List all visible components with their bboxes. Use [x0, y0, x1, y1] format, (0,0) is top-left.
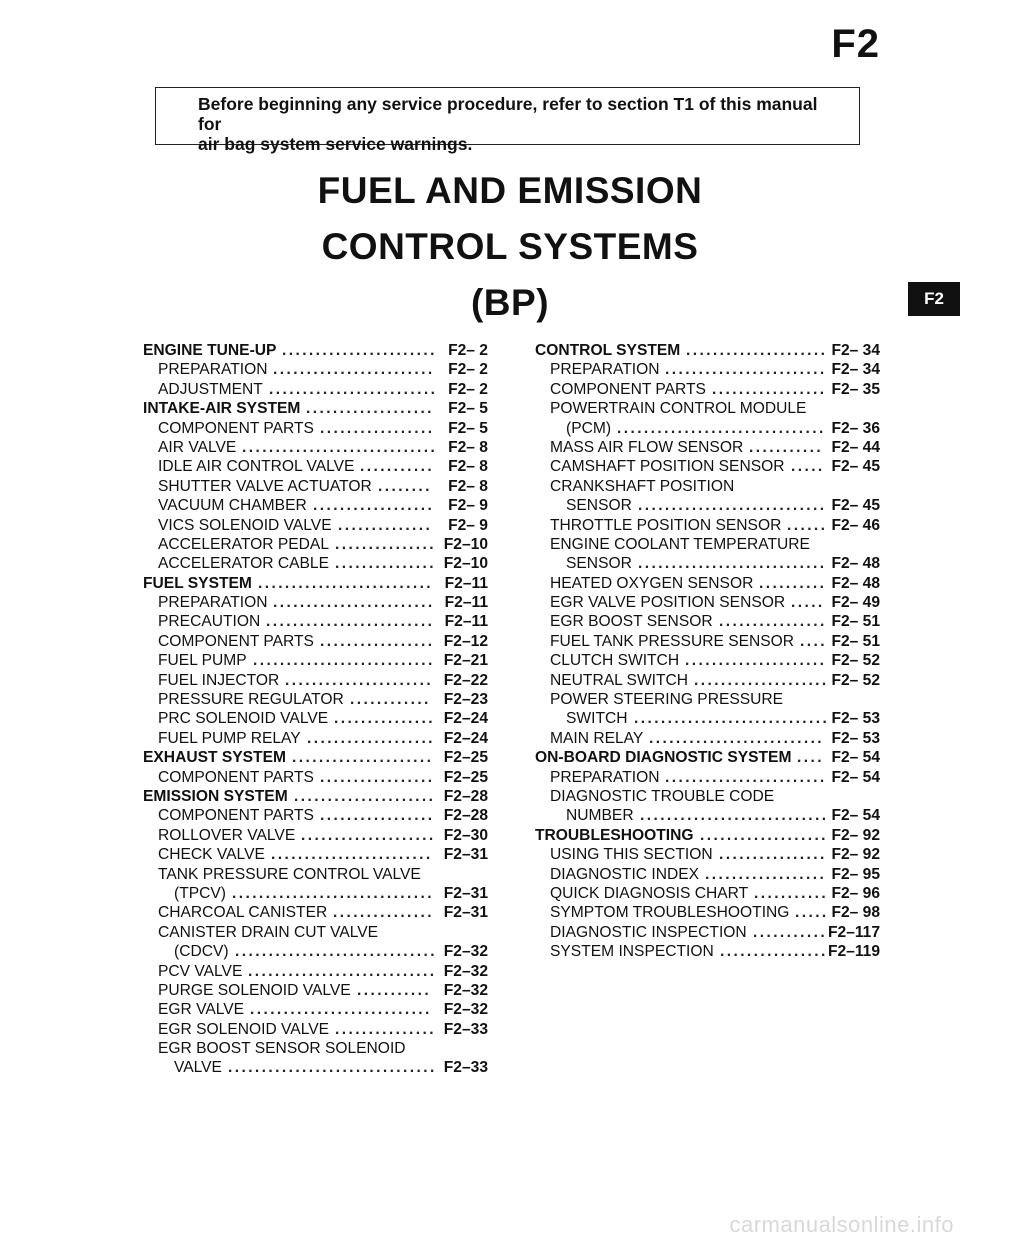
toc-entry[interactable]	[535, 690, 880, 709]
toc-entry-label: ENGINE COOLANT TEMPERATURE	[550, 535, 810, 553]
toc-entry[interactable]	[143, 651, 488, 670]
toc-entry-page: F2– 2	[448, 380, 488, 398]
toc-entry-label: PCV VALVE	[158, 962, 243, 980]
toc-entry-page: F2–11	[444, 613, 488, 631]
toc-leader-dots: ........................	[665, 361, 827, 379]
toc-entry-page: F2– 44	[831, 438, 880, 456]
toc-entry[interactable]	[143, 360, 488, 379]
toc-leader-dots: .................	[712, 380, 827, 398]
toc-entry-page: F2–32	[443, 981, 488, 999]
toc-entry[interactable]	[535, 419, 880, 438]
toc-leader-dots: ............................	[638, 497, 827, 515]
toc-entry-label: COMPONENT PARTS	[158, 632, 314, 650]
toc-entry-label: VALVE	[174, 1059, 222, 1077]
toc-entry[interactable]	[535, 826, 880, 845]
toc-entry[interactable]	[143, 845, 488, 864]
toc-entry-page: F2–21	[443, 652, 488, 670]
toc-entry[interactable]	[143, 612, 488, 631]
toc-entry-page: F2–12	[443, 632, 488, 650]
toc-entry-page: F2– 46	[831, 516, 880, 534]
toc-entry-label: POWER STEERING PRESSURE	[550, 691, 784, 709]
toc-leader-dots: ................	[719, 846, 827, 864]
toc-entry-page: F2– 51	[831, 613, 880, 631]
toc-leader-dots: ...........	[357, 981, 432, 999]
toc-leader-dots: .....................	[685, 652, 827, 670]
toc-leader-dots: .................	[320, 632, 435, 650]
toc-entry-label: PRESSURE REGULATOR	[158, 691, 344, 709]
toc-entry[interactable]	[535, 729, 880, 748]
toc-entry[interactable]	[535, 748, 880, 767]
toc-entry-page: F2– 45	[831, 458, 880, 476]
toc-leader-dots: ....................	[694, 671, 829, 689]
toc-leader-dots: ...........	[749, 438, 824, 456]
toc-entry-label: ADJUSTMENT	[158, 380, 263, 398]
toc-entry-label: QUICK DIAGNOSIS CHART	[550, 884, 749, 902]
toc-entry[interactable]	[535, 671, 880, 690]
toc-entry[interactable]	[143, 671, 488, 690]
toc-entry-label: SWITCH	[566, 710, 628, 728]
toc-entry-label: SYSTEM INSPECTION	[550, 943, 714, 961]
toc-entry[interactable]	[535, 768, 880, 787]
toc-entry-label: NEUTRAL SWITCH	[550, 671, 689, 689]
toc-leader-dots: ...................	[700, 826, 828, 844]
toc-entry-label: VACUUM CHAMBER	[158, 497, 307, 515]
section-code: F2	[831, 22, 880, 66]
toc-entry-page: F2– 52	[831, 671, 880, 689]
toc-leader-dots: ...........................	[253, 652, 435, 670]
toc-entry[interactable]	[535, 341, 880, 360]
toc-entry[interactable]	[143, 962, 488, 981]
toc-leader-dots: ...........	[360, 458, 435, 476]
toc-entry-label: PRECAUTION	[158, 613, 261, 631]
toc-entry-label: ON-BOARD DIAGNOSTIC SYSTEM	[535, 749, 792, 767]
toc-entry[interactable]	[143, 632, 488, 651]
toc-entry[interactable]	[535, 496, 880, 515]
toc-leader-dots: ....	[797, 749, 824, 767]
toc-leader-dots: ............................	[640, 807, 829, 825]
toc-entry-label: ENGINE TUNE-UP	[143, 342, 277, 359]
toc-leader-dots: ........................	[273, 594, 435, 612]
toc-entry[interactable]	[143, 516, 488, 535]
toc-entry[interactable]	[143, 535, 488, 554]
toc-leader-dots: ...........	[754, 884, 829, 902]
toc-leader-dots: ................	[720, 943, 828, 961]
toc-entry[interactable]	[535, 457, 880, 476]
toc-entry-label: CONTROL SYSTEM	[535, 342, 681, 359]
toc-entry-label: USING THIS SECTION	[550, 846, 713, 864]
toc-entry[interactable]	[143, 942, 488, 961]
toc-entry-label: DIAGNOSTIC INSPECTION	[550, 923, 747, 941]
toc-entry-page: F2– 45	[831, 497, 880, 515]
toc-entry-label: ACCELERATOR PEDAL	[158, 535, 330, 553]
toc-leader-dots: .........................	[269, 380, 438, 398]
toc-entry-page: F2–32	[443, 962, 488, 980]
toc-entry-page: F2–28	[443, 807, 488, 825]
toc-entry-page: F2–32	[443, 1001, 488, 1019]
toc-entry[interactable]	[143, 729, 488, 748]
toc-entry-page: F2– 8	[448, 438, 488, 456]
toc-leader-dots: .....	[791, 594, 825, 612]
toc-entry-page: F2– 35	[831, 380, 880, 398]
toc-entry-label: NUMBER	[566, 807, 634, 825]
toc-leader-dots: .....................	[294, 787, 436, 805]
toc-entry[interactable]	[143, 1058, 488, 1077]
toc-entry[interactable]	[143, 341, 488, 360]
toc-leader-dots: .......................	[282, 342, 437, 359]
toc-entry[interactable]	[143, 748, 488, 767]
toc-entry-page: F2–24	[443, 729, 488, 747]
toc-leader-dots: ...............	[335, 555, 436, 573]
toc-entry[interactable]	[143, 574, 488, 593]
toc-entry-page: F2– 92	[831, 826, 880, 844]
toc-entry-label: PRC SOLENOID VALVE	[158, 710, 329, 728]
toc-left-column	[143, 341, 488, 1078]
toc-leader-dots: ...........................	[250, 1001, 432, 1019]
toc-leader-dots: ..................	[705, 865, 827, 883]
toc-entry-page: F2– 52	[831, 652, 880, 670]
toc-entry[interactable]	[143, 399, 488, 418]
toc-entry-label: EGR SOLENOID VALVE	[158, 1020, 330, 1038]
toc-entry-page: F2–25	[443, 768, 488, 786]
toc-entry-label: CRANKSHAFT POSITION	[550, 477, 735, 495]
toc-leader-dots: ...............	[333, 904, 434, 922]
toc-entry-label: TANK PRESSURE CONTROL VALVE	[158, 865, 421, 883]
toc-entry[interactable]	[143, 709, 488, 728]
toc-leader-dots: ...................	[307, 729, 435, 747]
toc-entry-label: CAMSHAFT POSITION SENSOR	[550, 458, 785, 476]
toc-entry[interactable]	[143, 865, 488, 884]
toc-entry-label: PURGE SOLENOID VALVE	[158, 981, 351, 999]
toc-entry-label: CLUTCH SWITCH	[550, 652, 680, 670]
toc-entry-page: F2–11	[444, 574, 488, 592]
toc-entry[interactable]	[535, 380, 880, 399]
toc-entry-page: F2–10	[443, 535, 488, 553]
toc-entry-label: EGR VALVE	[158, 1001, 245, 1019]
toc-entry-page: F2– 48	[831, 555, 880, 573]
toc-entry-page: F2–10	[443, 555, 488, 573]
toc-entry[interactable]	[535, 399, 880, 418]
toc-entry[interactable]	[143, 496, 488, 515]
toc-leader-dots: ............................	[638, 555, 827, 573]
toc-leader-dots: .........................	[266, 613, 435, 631]
toc-entry-label: DIAGNOSTIC TROUBLE CODE	[550, 787, 775, 805]
page-title-line-1: FUEL AND EMISSION	[317, 170, 703, 211]
toc-entry[interactable]	[535, 845, 880, 864]
toc-entry-page: F2– 2	[448, 361, 488, 379]
toc-entry-page: F2– 53	[831, 710, 880, 728]
toc-entry-label: THROTTLE POSITION SENSOR	[550, 516, 782, 534]
toc-entry-page: F2–23	[443, 691, 488, 709]
toc-leader-dots: ...............................	[228, 1059, 437, 1077]
toc-entry-page: F2–33	[443, 1059, 488, 1077]
toc-leader-dots: ........................	[273, 361, 435, 379]
toc-entry-label: SYMPTOM TROUBLESHOOTING	[550, 904, 790, 922]
toc-entry-label: PREPARATION	[550, 768, 660, 786]
toc-entry-page: F2– 49	[831, 594, 880, 612]
toc-entry-page: F2–31	[443, 884, 488, 902]
toc-leader-dots: .................	[320, 419, 435, 437]
toc-leader-dots: .............................	[242, 438, 438, 456]
toc-entry-label: EGR BOOST SENSOR	[550, 613, 713, 631]
watermark: carmanualsonline.info	[729, 1212, 954, 1237]
toc-entry-page: F2–22	[443, 671, 488, 689]
toc-leader-dots: .....	[795, 904, 829, 922]
toc-entry-page: F2– 96	[831, 884, 880, 902]
toc-entry-label: FUEL INJECTOR	[158, 671, 280, 689]
toc-leader-dots: ....	[800, 632, 827, 650]
toc-entry-page: F2–32	[443, 943, 488, 961]
toc-entry-label: (PCM)	[566, 419, 612, 437]
service-warning-box	[155, 87, 860, 154]
toc-entry-page: F2–24	[443, 710, 488, 728]
toc-entry-label: MAIN RELAY	[550, 729, 644, 747]
toc-entry-label: COMPONENT PARTS	[550, 380, 706, 398]
toc-entry-page: F2– 54	[831, 807, 880, 825]
toc-leader-dots: ............	[350, 691, 431, 709]
section-tab[interactable]: F2	[908, 282, 960, 316]
toc-leader-dots: ..........	[759, 574, 827, 592]
toc-entry[interactable]	[143, 690, 488, 709]
toc-entry-page: F2–11	[444, 594, 488, 612]
toc-entry[interactable]	[143, 884, 488, 903]
toc-entry-page: F2– 54	[831, 768, 880, 786]
toc-entry[interactable]	[535, 942, 880, 961]
toc-leader-dots: ...............	[334, 710, 435, 728]
service-warning-text	[198, 94, 838, 154]
toc-entry[interactable]	[143, 1020, 488, 1039]
service-warning-line-1: Before beginning any service procedure, refer to section T1 of this manual for	[198, 94, 818, 134]
toc-entry[interactable]	[535, 574, 880, 593]
toc-entry-page: F2– 54	[831, 749, 880, 767]
toc-entry-label: CHARCOAL CANISTER	[158, 904, 328, 922]
toc-entry-label: PREPARATION	[550, 361, 660, 379]
toc-entry-page: F2– 8	[448, 458, 488, 476]
toc-entry-page: F2– 51	[831, 632, 880, 650]
toc-entry-label: CANISTER DRAIN CUT VALVE	[158, 923, 379, 941]
toc-entry-page: F2– 5	[448, 400, 488, 418]
toc-leader-dots: ....................	[301, 826, 436, 844]
toc-entry-label: ROLLOVER VALVE	[158, 826, 296, 844]
toc-entry[interactable]	[535, 806, 880, 825]
toc-entry-page: F2– 2	[448, 342, 488, 359]
toc-entry-page: F2–119	[827, 943, 880, 961]
toc-entry-label: FUEL PUMP RELAY	[158, 729, 301, 747]
toc-entry-page: F2– 5	[448, 419, 488, 437]
toc-entry-label: SENSOR	[566, 497, 632, 515]
toc-entry[interactable]	[535, 884, 880, 903]
toc-entry-label: SENSOR	[566, 555, 632, 573]
toc-leader-dots: ..............................	[235, 943, 437, 961]
toc-entry-label: DIAGNOSTIC INDEX	[550, 865, 700, 883]
toc-entry-page: F2– 9	[448, 497, 488, 515]
toc-entry[interactable]	[535, 554, 880, 573]
toc-entry-page: F2–30	[443, 826, 488, 844]
toc-entry-page: F2– 92	[831, 846, 880, 864]
toc-entry[interactable]	[143, 806, 488, 825]
toc-entry-page: F2– 95	[831, 865, 880, 883]
toc-entry-page: F2– 53	[831, 729, 880, 747]
toc-leader-dots: .....	[791, 458, 825, 476]
toc-leader-dots: ...........	[753, 923, 828, 941]
toc-entry-page: F2–31	[443, 846, 488, 864]
toc-entry-page: F2–33	[443, 1020, 488, 1038]
toc-leader-dots: ........	[378, 477, 432, 495]
toc-entry[interactable]	[535, 535, 880, 554]
page-title-line-3: (BP)	[470, 282, 550, 323]
toc-entry[interactable]	[535, 709, 880, 728]
toc-leader-dots: ............................	[248, 962, 437, 980]
toc-entry[interactable]	[143, 923, 488, 942]
toc-entry-label: COMPONENT PARTS	[158, 807, 314, 825]
toc-leader-dots: ..........................	[258, 574, 434, 592]
page-title-line-2: CONTROL SYSTEMS	[321, 226, 699, 267]
toc-entry-label: IDLE AIR CONTROL VALVE	[158, 458, 355, 476]
toc-entry[interactable]	[143, 981, 488, 1000]
toc-entry[interactable]	[143, 554, 488, 573]
toc-entry-page: F2– 34	[831, 361, 880, 379]
toc-entry-page: F2– 34	[831, 342, 880, 359]
toc-entry[interactable]	[143, 787, 488, 806]
toc-entry-page: F2– 9	[448, 516, 488, 534]
toc-entry[interactable]	[143, 419, 488, 438]
toc-entry[interactable]	[143, 438, 488, 457]
toc-entry[interactable]	[535, 477, 880, 496]
toc-entry-page: F2– 48	[831, 574, 880, 592]
toc-entry-label: (CDCV)	[174, 943, 229, 961]
toc-leader-dots: ......................	[285, 671, 434, 689]
toc-leader-dots: ..............	[338, 516, 433, 534]
toc-entry[interactable]	[143, 826, 488, 845]
toc-leader-dots: ..........................	[649, 729, 825, 747]
toc-entry[interactable]	[535, 651, 880, 670]
toc-entry[interactable]	[535, 438, 880, 457]
toc-entry[interactable]	[143, 477, 488, 496]
toc-entry-label: POWERTRAIN CONTROL MODULE	[550, 400, 807, 418]
toc-entry[interactable]	[535, 632, 880, 651]
toc-entry-label: FUEL SYSTEM	[143, 574, 252, 592]
toc-leader-dots: .....................	[686, 342, 828, 359]
toc-right-column	[535, 341, 880, 962]
toc-leader-dots: .................	[320, 768, 435, 786]
toc-entry[interactable]	[143, 457, 488, 476]
toc-entry[interactable]	[535, 903, 880, 922]
toc-entry[interactable]	[535, 360, 880, 379]
toc-entry[interactable]	[535, 865, 880, 884]
toc-entry[interactable]	[535, 787, 880, 806]
toc-entry[interactable]	[143, 903, 488, 922]
toc-entry[interactable]	[535, 593, 880, 612]
toc-entry-label: EGR VALVE POSITION SENSOR	[550, 594, 786, 612]
toc-entry-label: PREPARATION	[158, 361, 268, 379]
toc-entry[interactable]	[535, 612, 880, 631]
toc-entry-label: PREPARATION	[158, 594, 268, 612]
toc-entry-label: FUEL PUMP	[158, 652, 247, 670]
toc-leader-dots: ...............................	[617, 419, 826, 437]
toc-entry[interactable]	[535, 923, 880, 942]
toc-entry-label: CHECK VALVE	[158, 846, 265, 864]
toc-entry-label: EXHAUST SYSTEM	[143, 749, 286, 767]
toc-entry[interactable]	[143, 1000, 488, 1019]
toc-entry-label: EMISSION SYSTEM	[143, 787, 288, 805]
toc-entry-label: ACCELERATOR CABLE	[158, 555, 330, 573]
toc-leader-dots: .................	[320, 807, 435, 825]
toc-entry[interactable]	[143, 768, 488, 787]
toc-entry-label: (TPCV)	[174, 884, 226, 902]
toc-entry-page: F2– 8	[448, 477, 488, 495]
toc-entry-label: INTAKE-AIR SYSTEM	[143, 400, 301, 418]
toc-entry-page: F2–28	[443, 787, 488, 805]
toc-entry-label: FUEL TANK PRESSURE SENSOR	[550, 632, 795, 650]
toc-leader-dots: ..................	[313, 497, 435, 515]
toc-leader-dots: ......	[787, 516, 828, 534]
toc-leader-dots: ...................	[306, 400, 434, 418]
toc-entry[interactable]	[535, 516, 880, 535]
toc-entry[interactable]	[143, 593, 488, 612]
toc-leader-dots: .....................	[292, 749, 434, 767]
toc-entry-page: F2–25	[443, 749, 488, 767]
toc-entry-label: TROUBLESHOOTING	[535, 826, 694, 844]
toc-entry-label: HEATED OXYGEN SENSOR	[550, 574, 754, 592]
toc-leader-dots: ................	[719, 613, 827, 631]
toc-entry-label: COMPONENT PARTS	[158, 768, 314, 786]
toc-leader-dots: .............................	[634, 710, 830, 728]
toc-entry[interactable]	[143, 1039, 488, 1058]
toc-leader-dots: ........................	[271, 846, 433, 864]
toc-entry-page: F2– 36	[831, 419, 880, 437]
toc-entry-label: MASS AIR FLOW SENSOR	[550, 438, 744, 456]
toc-entry-label: VICS SOLENOID VALVE	[158, 516, 332, 534]
toc-leader-dots: ........................	[665, 768, 827, 786]
service-warning-line-2: air bag system service warnings.	[198, 134, 473, 154]
toc-leader-dots: ...............	[335, 535, 436, 553]
toc-entry-page: F2–31	[443, 904, 488, 922]
toc-entry-label: SHUTTER VALVE ACTUATOR	[158, 477, 372, 495]
toc-entry-page: F2– 98	[831, 904, 880, 922]
toc-leader-dots: ...............	[335, 1020, 436, 1038]
toc-entry-label: AIR VALVE	[158, 438, 237, 456]
toc-leader-dots: ..............................	[232, 884, 434, 902]
toc-entry-label: COMPONENT PARTS	[158, 419, 314, 437]
toc-entry-label: EGR BOOST SENSOR SOLENOID	[158, 1040, 406, 1058]
toc-entry[interactable]	[143, 380, 488, 399]
toc-entry-page: F2–117	[827, 923, 880, 941]
